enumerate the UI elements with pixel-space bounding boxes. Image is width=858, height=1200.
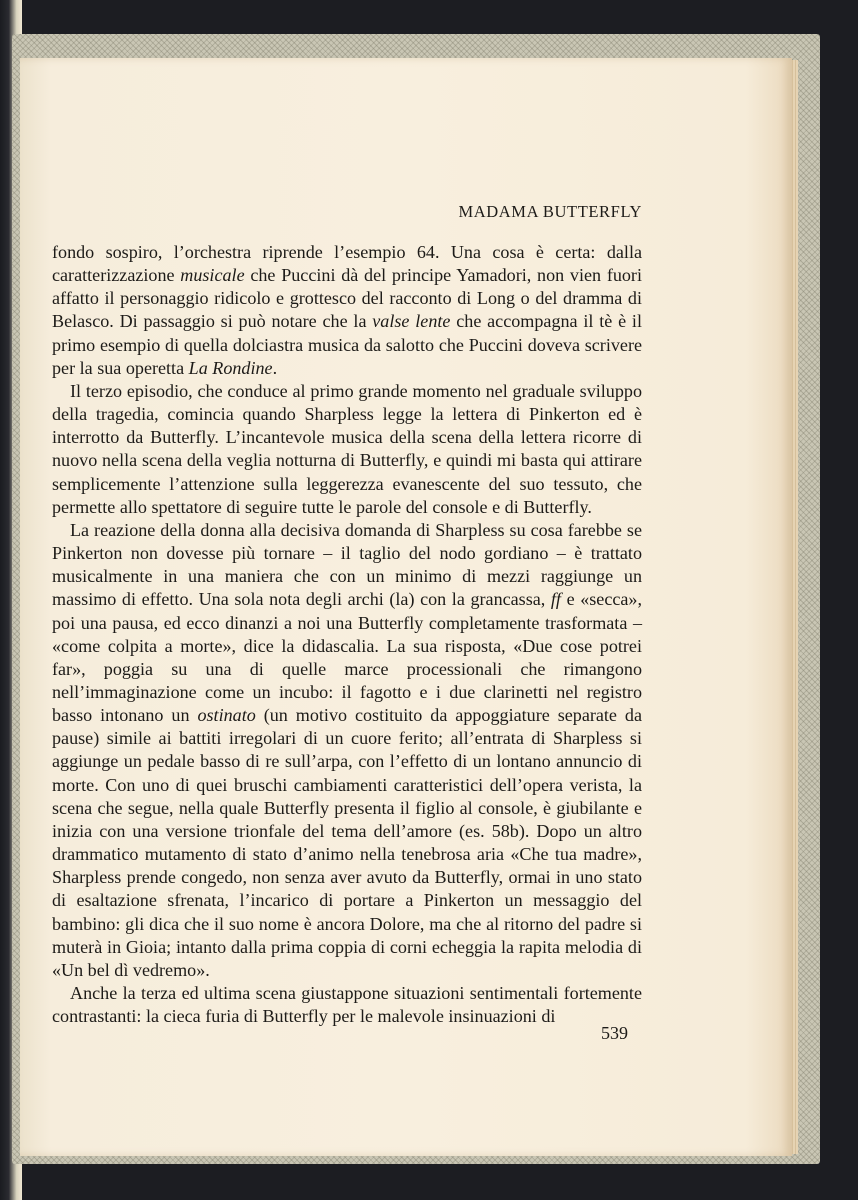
page-number: 539 [601, 1023, 628, 1043]
italic-run: La Rondine [188, 357, 273, 378]
running-head: MADAMA BUTTERFLY [458, 202, 642, 221]
text-run: . [272, 357, 278, 378]
paragraph [52, 380, 642, 519]
text-run: e «secca», poi una pausa, ed ecco dinanzi a noi una Butterfly completamente trasformata – «come colpita a morte», dice la didascalia. La sua risposta, «Due cose potrei far», poggia su una di quelle marce processionali che rimangono nell’immaginazione come un incubo: il fagotto e i due clarinetti nel registro basso intonano un [52, 589, 642, 726]
text-run: che accompagna il tè è il primo esempio di quella dolciastra musica da salotto che Puccini doveva scrivere per la sua operetta [52, 311, 642, 378]
text-run: che Puccini dà del principe Yamadori, non vien fuori affatto il personaggio ridicolo e grottesco del racconto di Long o del dramma di Belasco. Di passaggio si può notare che la [52, 265, 642, 332]
text-run: Anche la terza ed ultima scena giustappone situazioni sentimentali fortemente contrastanti: la cieca furia di Butterfly per le malevole insinuazioni di [52, 983, 642, 1027]
text-run: (un motivo costituito da appoggiature separate da pause) simile ai battiti irregolari di un cuore ferito; all’entrata di Sharpless si aggiunge un pedale basso di re sull’arpa, con l’effetto di un lontano annuncio di morte. Con uno di quei bruschi cambiamenti caratteristici dell’opera verista, la scena che segue, nella quale Butterfly presenta il figlio al console, è giubilante e inizia con una versione trionfale del tema dell’amore (es. 58b). Dopo un altro drammatico mutamento di stato d’animo nella tenebrosa aria «Che tua madre», Sharpless prende congedo, non senza aver avuto da Butterfly, ormai in uno stato di esaltazione sfrenata, l’incarico di portare a Pinkerton un messaggio del bambino: gli dica che il suo nome è ancora Dolore, ma che al ritorno del padre si muterà in Gioia; intanto dalla prima coppia di corni echeggia la rapita melodia di «Un bel dì vedremo». [52, 705, 642, 980]
paragraph [52, 241, 642, 380]
italic-run: ostinato [197, 705, 256, 726]
italic-run: ff [550, 589, 561, 610]
paragraph [52, 982, 642, 1028]
body-text [52, 241, 642, 1028]
italic-run: musicale [180, 265, 245, 286]
paragraph [52, 519, 642, 982]
text-run: fondo sospiro, l’orchestra riprende l’esempio 64. Una cosa è certa: dalla caratterizzazione [52, 242, 642, 286]
italic-run: valse lente [372, 311, 451, 332]
text-run: La reazione della donna alla decisiva domanda di Sharpless su cosa farebbe se Pinkerton non dovesse più tornare – il taglio del nodo gordiano – è trattato musicalmente in una maniera che con un minimo di mezzi raggiunge un massimo di effetto. Una sola nota degli archi (la) con la grancassa, [52, 519, 642, 610]
text-run: Il terzo episodio, che conduce al primo grande momento nel graduale sviluppo della tragedia, comincia quando Sharpless legge la lettera di Pinkerton ed è interrotto da Butterfly. L’incantevole musica della scena della lettera ricorre di nuovo nella scena della veglia notturna di Butterfly, e quindi mi basta qui attirare semplicemente l’attenzione sulla leggerezza evanescente del suo tessuto, che permette allo spettatore di seguire tutte le parole del console e di Butterfly. [52, 380, 642, 517]
